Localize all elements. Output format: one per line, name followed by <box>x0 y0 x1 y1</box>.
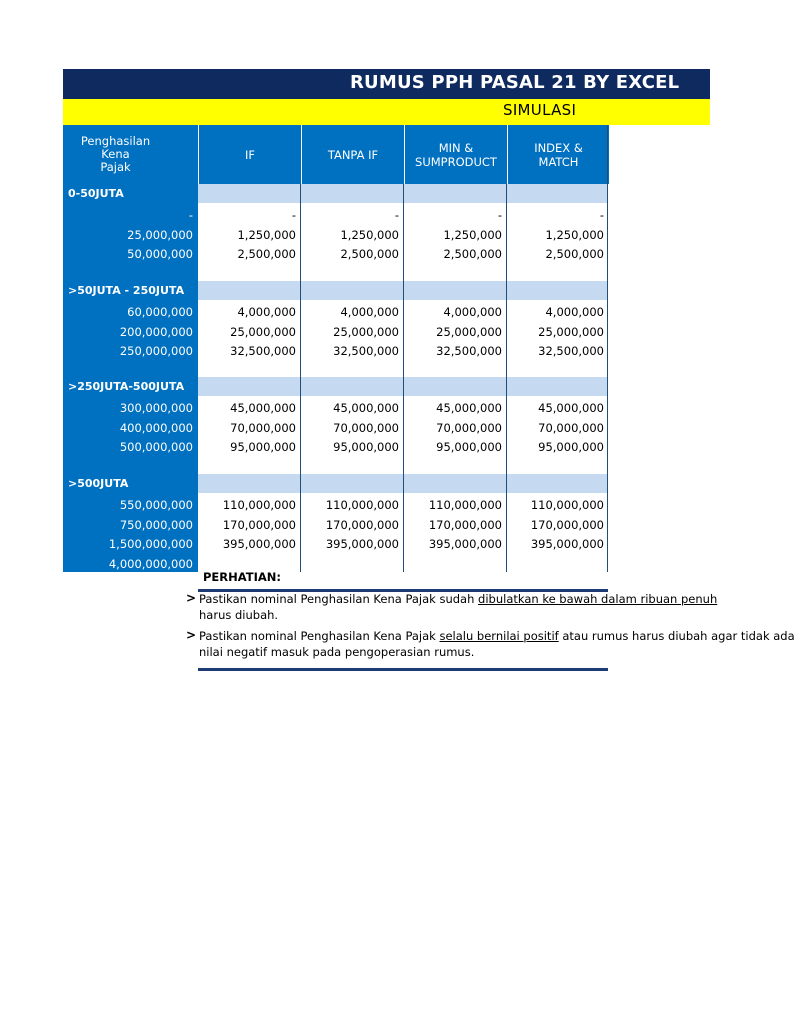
tax-cell[interactable]: 110,000,000 <box>222 498 296 512</box>
tax-cell[interactable]: - <box>291 208 296 222</box>
tax-cell[interactable]: 45,000,000 <box>333 401 399 415</box>
title-bar <box>63 69 710 99</box>
notes-bottom-rule <box>198 668 608 671</box>
income-cell[interactable]: 250,000,000 <box>119 344 193 358</box>
notes-heading: PERHATIAN: <box>203 570 282 584</box>
tax-cell[interactable]: 45,000,000 <box>436 401 502 415</box>
tax-cell[interactable] <box>301 554 399 574</box>
group-label: 0-50JUTA <box>68 187 124 200</box>
subtitle-bar <box>63 99 710 125</box>
income-cell[interactable]: 60,000,000 <box>127 305 193 319</box>
tax-cell[interactable] <box>507 554 604 574</box>
tax-cell[interactable] <box>404 554 502 574</box>
note-1-underlined: dibulatkan ke bawah dalam ribuan penuh <box>478 592 718 606</box>
header-label: IF <box>244 147 255 162</box>
tax-cell[interactable]: 4,000,000 <box>545 305 604 319</box>
income-cell[interactable]: 300,000,000 <box>119 401 193 415</box>
note-1 <box>199 591 718 623</box>
note-bullet: > <box>186 628 197 642</box>
tax-cell[interactable]: 4,000,000 <box>237 305 296 319</box>
note-2-text-tail: atau rumus harus diubah agar tidak ada <box>558 629 795 643</box>
tax-cell[interactable]: 95,000,000 <box>333 440 399 454</box>
header-label: TANPA IF <box>327 147 379 162</box>
tax-cell[interactable]: 2,500,000 <box>545 247 604 261</box>
group-label: >500JUTA <box>68 477 129 490</box>
header-min-sumproduct[interactable] <box>404 125 507 184</box>
tax-cell[interactable]: 95,000,000 <box>538 440 604 454</box>
tax-cell[interactable]: 4,000,000 <box>340 305 399 319</box>
tax-cell[interactable]: 1,250,000 <box>340 227 399 242</box>
tax-cell[interactable]: 170,000,000 <box>530 517 604 532</box>
tax-cell[interactable]: 70,000,000 <box>333 420 399 435</box>
header-label: MATCH <box>538 154 579 169</box>
tax-cell[interactable]: 32,500,000 <box>230 344 296 358</box>
tax-cell[interactable]: - <box>599 208 604 222</box>
income-cell[interactable]: 50,000,000 <box>127 247 193 261</box>
tax-cell[interactable]: 395,000,000 <box>530 537 604 551</box>
tax-cell[interactable]: 45,000,000 <box>538 401 604 415</box>
tax-cell[interactable]: 70,000,000 <box>230 420 296 435</box>
header-index-match[interactable] <box>507 125 609 184</box>
group-label: >250JUTA-500JUTA <box>68 380 185 393</box>
tax-cell[interactable]: 25,000,000 <box>333 324 399 339</box>
tax-cell[interactable]: 95,000,000 <box>230 440 296 454</box>
tax-cell[interactable]: 25,000,000 <box>436 324 502 339</box>
tax-cell[interactable]: 32,500,000 <box>333 344 399 358</box>
income-cell[interactable]: 200,000,000 <box>119 324 193 339</box>
note-2 <box>199 628 795 660</box>
header-tanpa-if[interactable] <box>301 125 404 184</box>
note-2-text: Pastikan nominal Penghasilan Kena Pajak <box>199 629 440 643</box>
header-income[interactable] <box>63 125 198 184</box>
header-label: MIN & <box>438 140 474 155</box>
header-label: SUMPRODUCT <box>415 154 497 169</box>
tax-cell[interactable]: 110,000,000 <box>428 498 502 512</box>
tax-cell[interactable]: 32,500,000 <box>538 344 604 358</box>
tax-cell[interactable]: 395,000,000 <box>222 537 296 551</box>
tax-cell[interactable]: 170,000,000 <box>222 517 296 532</box>
note-2-text-2: nilai negatif masuk pada pengoperasian rumus. <box>199 645 475 659</box>
income-cell[interactable]: 25,000,000 <box>127 227 193 242</box>
header-income-line: Kena <box>101 147 130 161</box>
tax-cell[interactable]: 1,250,000 <box>443 227 502 242</box>
income-cell[interactable]: 750,000,000 <box>119 517 193 532</box>
column-divider <box>403 184 404 572</box>
header-label: INDEX & <box>534 140 583 155</box>
tax-cell[interactable]: 1,250,000 <box>545 227 604 242</box>
tax-cell[interactable]: 110,000,000 <box>325 498 399 512</box>
tax-cell[interactable]: 25,000,000 <box>538 324 604 339</box>
tax-cell[interactable]: 2,500,000 <box>443 247 502 261</box>
tax-cell[interactable]: 170,000,000 <box>428 517 502 532</box>
tax-cell[interactable]: 170,000,000 <box>325 517 399 532</box>
income-cell[interactable]: 1,500,000,000 <box>108 537 193 551</box>
tax-cell[interactable]: 2,500,000 <box>237 247 296 261</box>
tax-cell[interactable]: 70,000,000 <box>538 420 604 435</box>
tax-cell[interactable]: - <box>497 208 502 222</box>
tax-cell[interactable]: 32,500,000 <box>436 344 502 358</box>
income-cell[interactable]: 400,000,000 <box>119 420 193 435</box>
group-label: >50JUTA - 250JUTA <box>68 284 185 297</box>
header-if[interactable] <box>198 125 301 184</box>
tax-cell[interactable]: 25,000,000 <box>230 324 296 339</box>
column-divider <box>300 184 301 572</box>
tax-cell[interactable]: 2,500,000 <box>340 247 399 261</box>
tax-cell[interactable]: 1,250,000 <box>237 227 296 242</box>
tax-cell[interactable]: 395,000,000 <box>325 537 399 551</box>
income-cell[interactable]: 550,000,000 <box>119 498 193 512</box>
page-title: RUMUS PPH PASAL 21 BY EXCEL <box>350 72 680 93</box>
income-cell[interactable]: 4,000,000,000 <box>108 556 193 571</box>
tax-cell[interactable]: 70,000,000 <box>436 420 502 435</box>
tax-cell[interactable]: 395,000,000 <box>428 537 502 551</box>
column-divider <box>506 184 507 572</box>
tax-cell[interactable]: - <box>394 208 399 222</box>
page-subtitle: SIMULASI <box>503 101 577 119</box>
note-1-text: Pastikan nominal Penghasilan Kena Pajak sudah <box>199 592 479 606</box>
note-bullet: > <box>186 591 197 605</box>
header-income-line: Pajak <box>100 160 131 174</box>
note-2-underlined: selalu bernilai positif <box>439 629 559 643</box>
table-right-edge <box>607 125 608 572</box>
note-1-text-2: harus diubah. <box>199 608 279 622</box>
income-cell[interactable]: - <box>188 208 193 222</box>
header-income-line: Penghasilan <box>80 134 151 148</box>
tax-cell[interactable]: 95,000,000 <box>436 440 502 454</box>
tax-cell[interactable]: 110,000,000 <box>530 498 604 512</box>
tax-cell[interactable]: 4,000,000 <box>443 305 502 319</box>
income-cell[interactable]: 500,000,000 <box>119 440 193 454</box>
tax-cell[interactable]: 45,000,000 <box>230 401 296 415</box>
